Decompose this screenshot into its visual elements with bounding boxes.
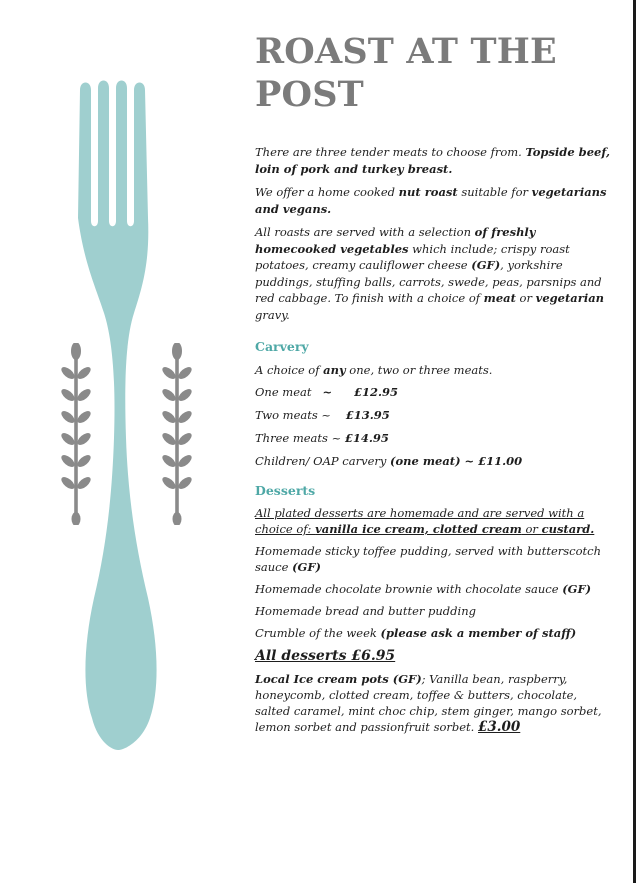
page-title <box>255 30 615 116</box>
intro-veg-text: All roasts are served with a selection <box>255 225 475 239</box>
three-meats-label: Three meats ~ <box>255 431 345 445</box>
title-line-1: ROAST AT THE <box>255 31 557 72</box>
intro-section <box>255 144 615 323</box>
carvery-choice-text: A choice of <box>255 363 324 377</box>
intro-veg-bold3: meat <box>483 291 516 305</box>
dessert-item-text: Homemade bread and butter pudding <box>255 604 476 618</box>
ice-cream-pots <box>255 671 615 735</box>
title-line-2: POST <box>255 74 364 115</box>
desserts-note-text2: or <box>521 522 542 536</box>
desserts-note-bold: vanilla ice cream, clotted cream <box>315 522 522 536</box>
carvery-children <box>255 453 615 469</box>
two-meats-price: £13.95 <box>345 408 390 422</box>
carvery-choice-text2: one, two or three meats. <box>345 363 493 377</box>
leaf-sprig-icon <box>162 343 192 525</box>
intro-nut-roast-text2: suitable for <box>457 185 532 199</box>
children-price: (one meat) ~ £11.00 <box>390 454 523 468</box>
one-meat-price: £12.95 <box>354 385 399 399</box>
intro-meats-bold: Topside beef, loin of pork and turkey breast. <box>255 145 611 176</box>
intro-meats <box>255 144 615 177</box>
dessert-item <box>255 625 615 641</box>
children-label: Children/ OAP carvery <box>255 454 391 468</box>
all-desserts-price: All desserts £6.95 <box>255 648 396 664</box>
carvery-three-meats <box>255 430 615 446</box>
intro-veg-bold4: vegetarian <box>535 291 605 305</box>
dessert-item-text: Homemade chocolate brownie with chocolate sauce <box>255 582 563 596</box>
one-meat-label: One meat <box>255 385 312 399</box>
leaf-sprig-icon <box>61 343 91 525</box>
ice-cream-price: £3.00 <box>478 719 521 735</box>
desserts-section <box>255 483 615 735</box>
ice-cream-text: ; Vanilla bean, raspberry, honeycomb, clotted cream, toffee & butters, chocolate, salted caramel, mint choc chip, stem ginger, mango sorbet, lemon sorbet and passionfruit sorbet. <box>255 672 602 734</box>
dessert-item-text: Crumble of the week <box>255 626 381 640</box>
desserts-note-bold2: custard. <box>541 522 595 536</box>
two-meats-label: Two meats ~ <box>255 408 332 422</box>
carvery-heading: Carvery <box>255 339 309 354</box>
carvery-choice-bold: any <box>323 363 346 377</box>
intro-nut-roast <box>255 184 615 217</box>
dessert-item-bold: (GF) <box>562 582 592 596</box>
carvery-two-meats <box>255 407 615 423</box>
carvery-one-meat <box>255 384 615 400</box>
dessert-item <box>255 581 615 597</box>
dessert-item-bold: (GF) <box>292 560 321 574</box>
intro-meats-text: There are three tender meats to choose from. <box>255 145 526 159</box>
intro-veg-text4: or <box>515 291 536 305</box>
intro-nut-roast-bold: nut roast <box>398 185 458 199</box>
menu-content <box>255 30 615 741</box>
intro-vegetables <box>255 224 615 323</box>
intro-veg-text5: gravy. <box>255 307 290 322</box>
three-meats-price: £14.95 <box>344 431 389 445</box>
one-meat-sep: ~ <box>322 385 333 399</box>
intro-veg-text3: , yorkshire puddings, stuffing balls, carrots, swede, peas, parsnips and red cabbage. To finish with a choice of <box>255 258 602 305</box>
ice-cream-bold: Local Ice cream pots (GF) <box>255 672 422 686</box>
intro-nut-roast-bold2: vegetarians and vegans. <box>255 185 607 216</box>
carvery-choice <box>255 362 615 378</box>
intro-nut-roast-text: We offer a home cooked <box>255 185 399 199</box>
intro-veg-bold2: (GF) <box>471 258 501 272</box>
desserts-note <box>255 505 615 537</box>
intro-veg-text2: which include; crispy roast potatoes, creamy cauliflower cheese <box>255 241 570 272</box>
dessert-item <box>255 603 615 619</box>
carvery-section <box>255 339 615 469</box>
dessert-item-text: Homemade sticky toffee pudding, served with butterscotch sauce <box>255 544 601 574</box>
dessert-item <box>255 543 615 575</box>
intro-veg-bold: of freshly homecooked vegetables <box>255 225 536 256</box>
desserts-note-text: All plated desserts are homemade and are served with a choice of: <box>255 506 585 536</box>
desserts-heading: Desserts <box>255 483 316 498</box>
dessert-item-bold: (please ask a member of staff) <box>380 626 577 640</box>
